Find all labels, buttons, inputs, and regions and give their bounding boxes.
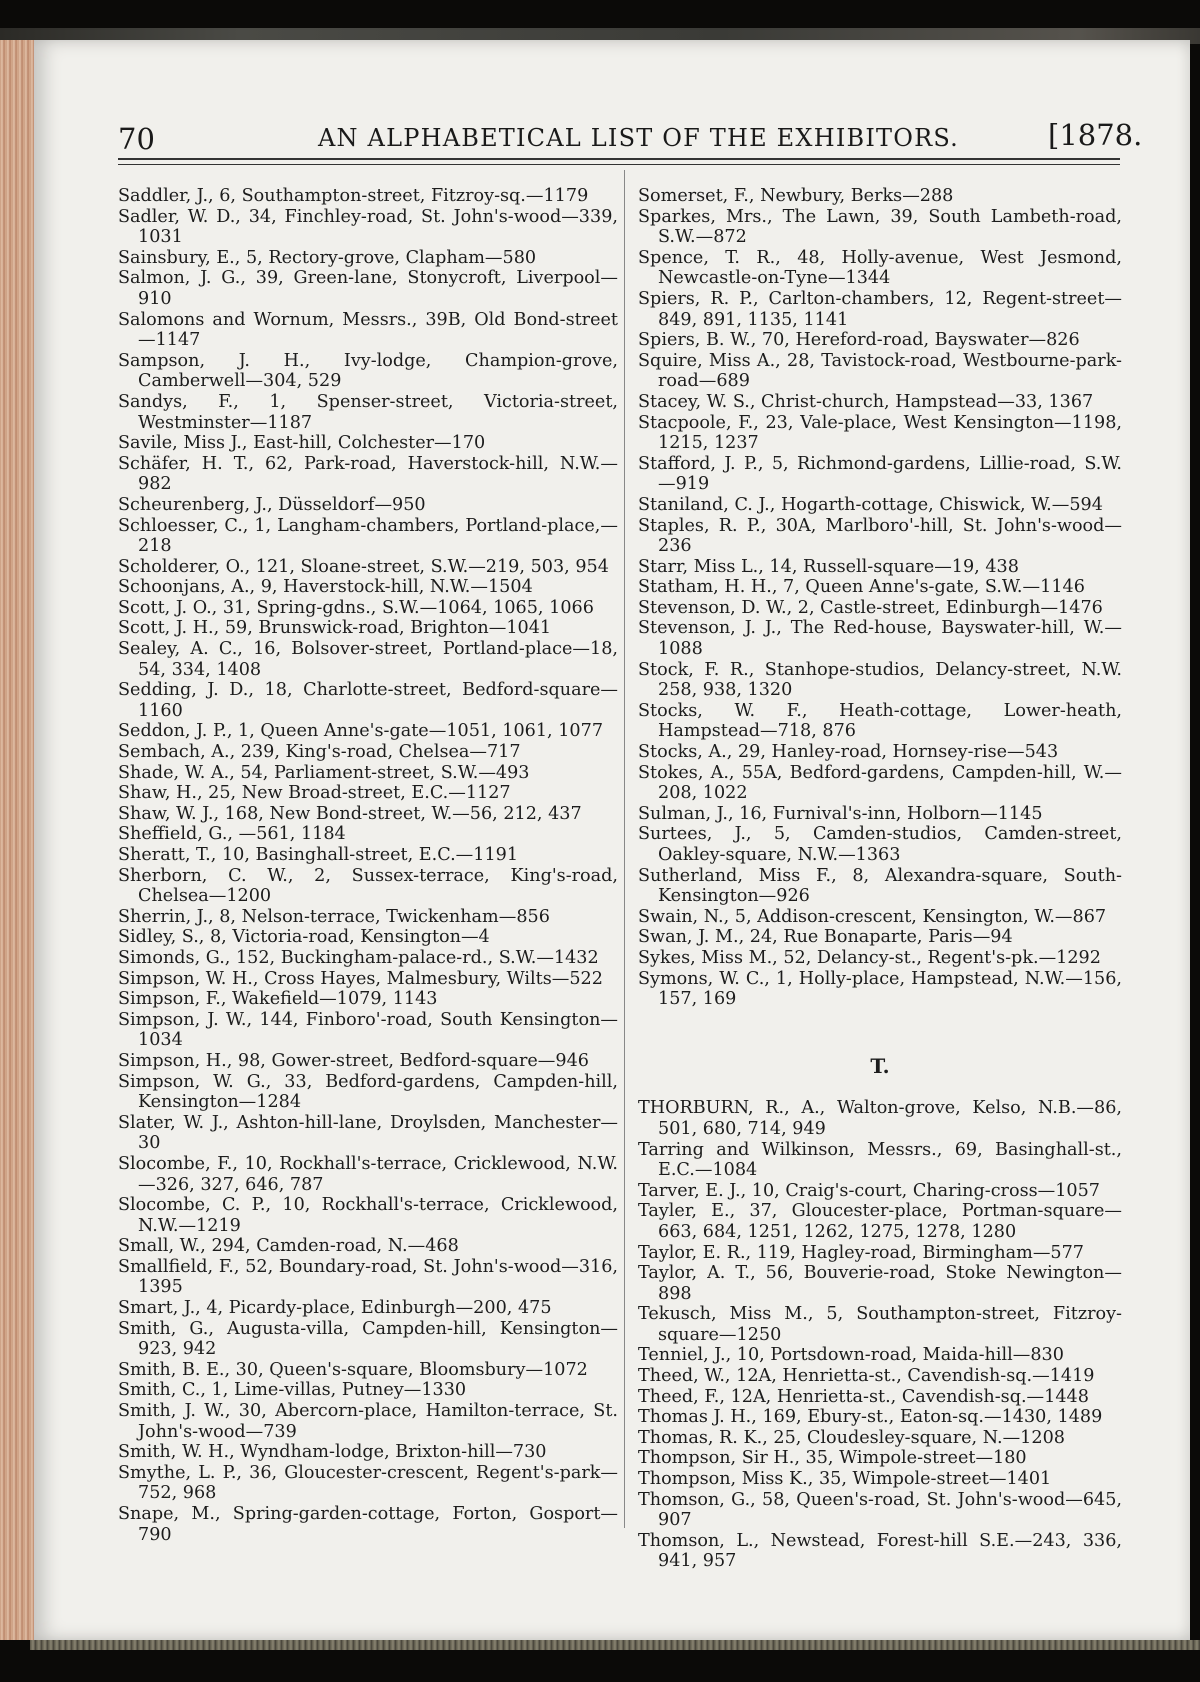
exhibitor-entry: Taylor, A. T., 56, Bouverie-road, Stoke Newington—898	[638, 1263, 1122, 1304]
exhibitor-entry: Stock, F. R., Stanhope-studios, Delancy-street, N.W. 258, 938, 1320	[638, 659, 1122, 701]
exhibitor-entry: THORBURN, R., A., Walton-grove, Kelso, N.B.—86, 501, 680, 714, 949	[638, 1098, 1122, 1139]
exhibitor-entry: Seddon, J. P., 1, Queen Anne's-gate—1051, 1061, 1077	[118, 721, 604, 742]
exhibitor-entry: Statham, H. H., 7, Queen Anne's-gate, S.W.—1146	[638, 577, 1085, 598]
exhibitor-entry: Tekusch, Miss M., 5, Southampton-street, Fitzroy-square—1250	[638, 1304, 1122, 1345]
exhibitor-entry: Stacey, W. S., Christ-church, Hampstead—33, 1367	[638, 391, 1094, 412]
exhibitor-entry: Smythe, L. P., 36, Gloucester-crescent, Regent's-park—752, 968	[118, 1462, 618, 1504]
exhibitor-entry: Salmon, J. G., 39, Green-lane, Stonycroft, Liverpool—910	[118, 268, 618, 309]
exhibitor-entry: Symons, W. C., 1, Holly-place, Hampstead, N.W.—156, 157, 169	[638, 968, 1122, 1010]
exhibitor-entry: Starr, Miss L., 14, Russell-square—19, 438	[638, 556, 1019, 577]
exhibitor-entry: Shaw, W. J., 168, New Bond-street, W.—56, 212, 437	[118, 803, 582, 824]
exhibitor-entry: Sandys, F., 1, Spenser-street, Victoria-street, Westminster—1187	[118, 391, 618, 433]
exhibitor-entry: Savile, Miss J., East-hill, Colchester—170	[118, 433, 486, 454]
running-head	[0, 118, 1200, 158]
exhibitor-entry: Thompson, Sir H., 35, Wimpole-street—180	[638, 1448, 1027, 1469]
exhibitor-entry: Stafford, J. P., 5, Richmond-gardens, Lillie-road, S.W.—919	[638, 453, 1122, 495]
s-entries	[638, 186, 1122, 1010]
exhibitor-entry: Swain, N., 5, Addison-crescent, Kensington, W.—867	[638, 906, 1107, 927]
exhibitor-entry: Thomas J. H., 169, Ebury-st., Eaton-sq.—1430, 1489	[638, 1407, 1103, 1428]
exhibitor-entry: Smart, J., 4, Picardy-place, Edinburgh—200, 475	[118, 1298, 552, 1319]
year-mark: [1878.	[1048, 118, 1143, 152]
exhibitor-entry: Thomson, G., 58, Queen's-road, St. John's-wood—645, 907	[638, 1489, 1122, 1531]
exhibitor-entry: Sedding, J. D., 18, Charlotte-street, Bedford-square—1160	[118, 680, 618, 721]
exhibitor-entry: Scholderer, O., 121, Sloane-street, S.W.—219, 503, 954	[118, 556, 609, 577]
exhibitor-entry: Saddler, J., 6, Southampton-street, Fitzroy-sq.—1179	[118, 186, 589, 206]
exhibitor-entry: Tayler, E., 37, Gloucester-place, Portman-square—663, 684, 1251, 1262, 1275, 1278, 1280	[638, 1201, 1122, 1242]
exhibitor-entry: Simpson, W. H., Cross Hayes, Malmesbury, Wilts—522	[118, 968, 603, 989]
header-rule-thin	[118, 164, 1120, 165]
exhibitor-entry: Simonds, G., 152, Buckingham-palace-rd., S.W.—1432	[118, 947, 599, 968]
page-number: 70	[118, 122, 155, 156]
exhibitor-entry: Scott, J. O., 31, Spring-gdns., S.W.—1064, 1065, 1066	[118, 597, 594, 618]
t-entries	[638, 1098, 1122, 1572]
exhibitor-entry: Sampson, J. H., Ivy-lodge, Champion-grove, Camberwell—304, 529	[118, 350, 618, 392]
exhibitor-entry: Tarver, E. J., 10, Craig's-court, Charing-cross—1057	[638, 1180, 1100, 1201]
exhibitor-entry: Stevenson, J. J., The Red-house, Bayswater-hill, W.—1088	[638, 618, 1122, 660]
header-rule	[118, 158, 1120, 160]
exhibitor-entry: Smallfield, F., 52, Boundary-road, St. John's-wood—316, 1395	[118, 1256, 618, 1298]
exhibitor-entry: Schäfer, H. T., 62, Park-road, Haverstock-hill, N.W.—982	[118, 453, 618, 495]
exhibitor-entry: Squire, Miss A., 28, Tavistock-road, Westbourne-park-road—689	[638, 350, 1122, 392]
left-column	[118, 186, 618, 1545]
exhibitor-entry: Slocombe, C. P., 10, Rockhall's-terrace, Cricklewood, N.W.—1219	[118, 1195, 618, 1236]
exhibitor-entry: Small, W., 294, Camden-road, N.—468	[118, 1236, 459, 1257]
exhibitor-entry: Surtees, J., 5, Camden-studios, Camden-street, Oakley-square, N.W.—1363	[638, 824, 1122, 865]
right-column	[638, 186, 1122, 1572]
exhibitor-entry: Sulman, J., 16, Furnival's-inn, Holborn—1145	[638, 803, 1043, 824]
exhibitor-entry: Sainsbury, E., 5, Rectory-grove, Clapham—580	[118, 247, 537, 268]
exhibitor-entry: Schoonjans, A., 9, Haverstock-hill, N.W.—1504	[118, 577, 533, 598]
exhibitor-entry: Simpson, J. W., 144, Finboro'-road, South Kensington—1034	[118, 1009, 618, 1051]
exhibitor-entry: Theed, W., 12A, Henrietta-st., Cavendish-sq.—1419	[638, 1366, 1095, 1387]
exhibitor-entry: Spence, T. R., 48, Holly-avenue, West Jesmond, Newcastle-on-Tyne—1344	[638, 247, 1122, 289]
exhibitor-entry: Sadler, W. D., 34, Finchley-road, St. John's-wood—339, 1031	[118, 206, 618, 248]
exhibitor-entry: Staniland, C. J., Hogarth-cottage, Chiswick, W.—594	[638, 494, 1103, 515]
exhibitor-entry: Spiers, R. P., Carlton-chambers, 12, Regent-street—849, 891, 1135, 1141	[638, 288, 1122, 330]
exhibitor-entry: Slater, W. J., Ashton-hill-lane, Droylsden, Manchester—30	[118, 1112, 618, 1154]
exhibitor-entry: Slocombe, F., 10, Rockhall's-terrace, Cricklewood, N.W.—326, 327, 646, 787	[118, 1153, 618, 1195]
book-spine	[0, 40, 38, 1665]
exhibitor-entry: Tarring and Wilkinson, Messrs., 69, Basinghall-st., E.C.—1084	[638, 1139, 1122, 1181]
section-heading-t: T.	[870, 1053, 890, 1078]
exhibitor-entry: Thomson, L., Newstead, Forest-hill S.E.—243, 336, 941, 957	[638, 1530, 1122, 1572]
exhibitor-entry: Smith, G., Augusta-villa, Campden-hill, Kensington—923, 942	[118, 1318, 618, 1360]
exhibitor-entry: Stocks, A., 29, Hanley-road, Hornsey-rise—543	[638, 742, 1059, 763]
exhibitor-entry: Tenniel, J., 10, Portsdown-road, Maida-hill—830	[638, 1345, 1064, 1366]
exhibitor-entry: Stocks, W. F., Heath-cottage, Lower-heath, Hampstead—718, 876	[638, 700, 1122, 742]
exhibitor-entry: Somerset, F., Newbury, Berks—288	[638, 186, 954, 206]
exhibitor-entry: Sealey, A. C., 16, Bolsover-street, Portland-place—18, 54, 334, 1408	[118, 639, 618, 680]
exhibitor-entry: Shade, W. A., 54, Parliament-street, S.W.—493	[118, 762, 530, 783]
exhibitor-entry: Sembach, A., 239, King's-road, Chelsea—717	[118, 742, 521, 763]
exhibitor-entry: Smith, J. W., 30, Abercorn-place, Hamilton-terrace, St. John's-wood—739	[118, 1401, 618, 1442]
exhibitor-entry: Taylor, E. R., 119, Hagley-road, Birmingham—577	[638, 1242, 1085, 1263]
page-title: AN ALPHABETICAL LIST OF THE EXHIBITORS.	[318, 124, 959, 152]
exhibitor-entry: Thompson, Miss K., 35, Wimpole-street—1401	[638, 1469, 1052, 1490]
exhibitor-entry: Simpson, W. G., 33, Bedford-gardens, Campden-hill, Kensington—1284	[118, 1071, 618, 1113]
exhibitor-entry: Swan, J. M., 24, Rue Bonaparte, Paris—94	[638, 927, 1013, 948]
exhibitor-entry: Smith, B. E., 30, Queen's-square, Bloomsbury—1072	[118, 1359, 588, 1380]
exhibitor-entry: Stokes, A., 55A, Bedford-gardens, Campden-hill, W.—208, 1022	[638, 762, 1122, 804]
exhibitor-entry: Snape, M., Spring-garden-cottage, Forton, Gosport—790	[118, 1504, 618, 1545]
exhibitor-entry: Smith, C., 1, Lime-villas, Putney—1330	[118, 1380, 467, 1401]
exhibitor-entry: Sutherland, Miss F., 8, Alexandra-square, South-Kensington—926	[638, 865, 1122, 907]
exhibitor-entry: Shaw, H., 25, New Broad-street, E.C.—1127	[118, 783, 511, 804]
exhibitor-entry: Sherborn, C. W., 2, Sussex-terrace, King's-road, Chelsea—1200	[118, 865, 618, 907]
exhibitor-entry: Scheurenberg, J., Düsseldorf—950	[118, 494, 426, 515]
exhibitor-entry: Theed, F., 12A, Henrietta-st., Cavendish-sq.—1448	[638, 1386, 1089, 1407]
exhibitor-entry: Spiers, B. W., 70, Hereford-road, Bayswater—826	[638, 330, 1080, 351]
book-edge-bottom	[30, 1640, 1200, 1650]
exhibitor-entry: Smith, W. H., Wyndham-lodge, Brixton-hill—730	[118, 1442, 547, 1463]
exhibitor-entry: Sheratt, T., 10, Basinghall-street, E.C.—1191	[118, 845, 519, 865]
exhibitor-entry: Simpson, F., Wakefield—1079, 1143	[118, 989, 438, 1010]
exhibitor-entry: Stacpoole, F., 23, Vale-place, West Kensington—1198, 1215, 1237	[638, 412, 1122, 454]
exhibitor-entry: Sidley, S., 8, Victoria-road, Kensington—4	[118, 927, 490, 948]
exhibitor-entry: Scott, J. H., 59, Brunswick-road, Brighton—1041	[118, 618, 552, 639]
exhibitor-entry: Stevenson, D. W., 2, Castle-street, Edinburgh—1476	[638, 597, 1103, 618]
exhibitor-entry: Sparkes, Mrs., The Lawn, 39, South Lambeth-road, S.W.—872	[638, 206, 1122, 248]
exhibitor-entry: Simpson, H., 98, Gower-street, Bedford-square—946	[118, 1050, 589, 1071]
column-divider	[624, 170, 625, 1528]
exhibitor-entry: Sykes, Miss M., 52, Delancy-st., Regent's-pk.—1292	[638, 947, 1101, 968]
exhibitor-entry: Staples, R. P., 30A, Marlboro'-hill, St. John's-wood—236	[638, 515, 1122, 557]
exhibitor-entry: Sherrin, J., 8, Nelson-terrace, Twickenham—856	[118, 906, 550, 927]
exhibitor-entry: Thomas, R. K., 25, Cloudesley-square, N.—1208	[638, 1427, 1065, 1448]
exhibitor-entry: Sheffield, G., —561, 1184	[118, 824, 346, 845]
exhibitor-entry: Salomons and Wornum, Messrs., 39B, Old Bond-street—1147	[118, 309, 618, 351]
exhibitor-entry: Schloesser, C., 1, Langham-chambers, Portland-place,—218	[118, 515, 618, 557]
